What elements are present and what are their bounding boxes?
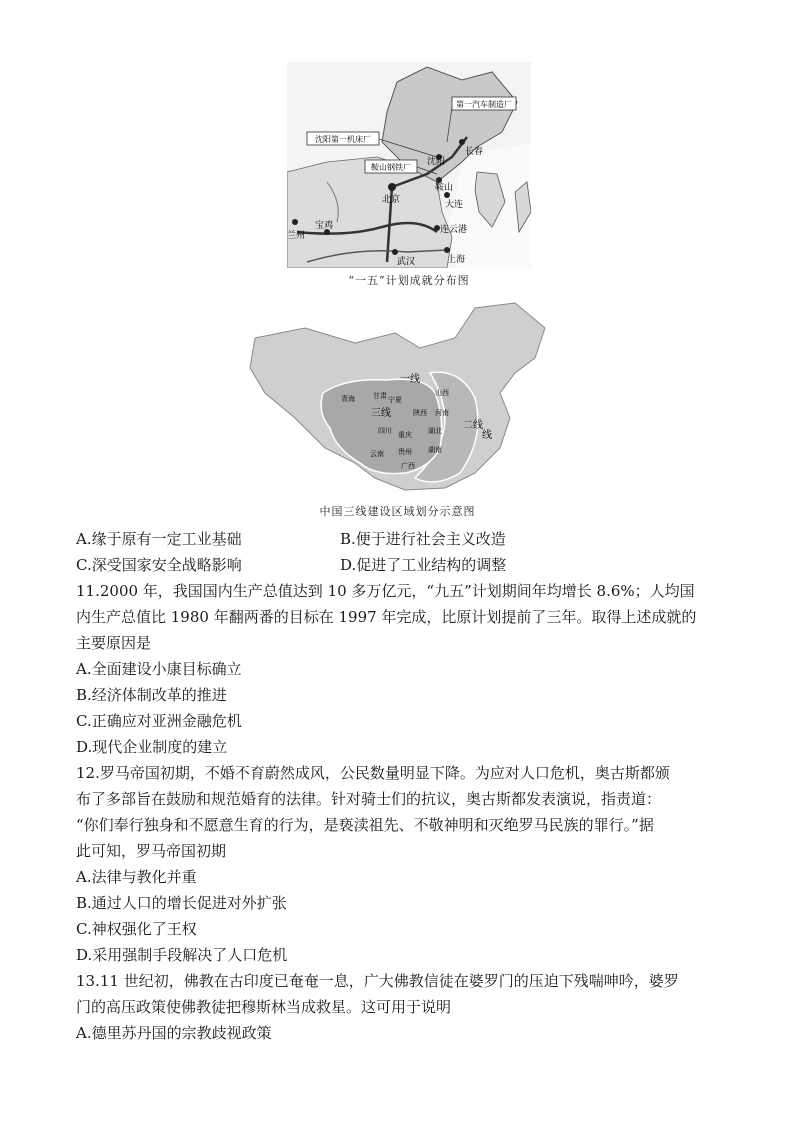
q10-option-d[interactable]: D.促进了工业结构的调整 <box>340 556 507 574</box>
label-qinghai: 青海 <box>341 395 355 403</box>
label-shanghai: 上海 <box>447 255 466 265</box>
label-hunan: 湖南 <box>428 446 442 454</box>
label-dalian: 大连 <box>445 200 464 210</box>
label-third-region-line: 线 <box>482 430 492 441</box>
q12-stem-line4: 此可知，罗马帝国初期 <box>76 842 227 860</box>
q12-option-a[interactable]: A.法律与教化并重 <box>76 868 197 886</box>
label-wuhan: 武汉 <box>397 257 416 267</box>
q13-stem-line1: 13.11 世纪初，佛教在古印度已奄奄一息，广大佛教信徒在婆罗门的压迫下残喘呻吟，婆罗 <box>76 972 679 990</box>
q10-option-c[interactable]: C.深受国家安全战略影响 <box>76 556 242 574</box>
label-shanxi: 山西 <box>435 389 449 397</box>
third-front-map <box>245 298 550 494</box>
label-third-line: 三线 <box>371 408 391 419</box>
label-second-line: 二线 <box>463 420 483 431</box>
label-shenyang-machine: 沈阳第一机床厂 <box>315 135 371 144</box>
q12-option-d[interactable]: D.采用强制手段解决了人口危机 <box>76 946 288 964</box>
q11-stem-line2: 内生产总值比 1980 年翻两番的目标在 1997 年完成，比原计划提前了三年。取得上述成就的 <box>76 608 697 626</box>
q12-option-b[interactable]: B.通过人口的增长促进对外扩张 <box>76 894 287 912</box>
q13-stem-line2: 门的高压政策使佛教徒把穆斯林当成救星。这可用于说明 <box>76 998 452 1016</box>
label-lianyungang: 连云港 <box>440 225 468 235</box>
five-year-plan-map <box>287 62 531 268</box>
label-henan: 河南 <box>435 409 449 417</box>
label-hubei: 湖北 <box>428 427 442 435</box>
q10-option-a[interactable]: A.缘于原有一定工业基础 <box>76 530 242 548</box>
q12-stem-line3: “你们奉行独身和不愿意生育的行为，是亵渎祖先、不敬神明和灭绝罗马民族的罪行。”据 <box>76 816 654 834</box>
label-faw: 第一汽车制造厂 <box>456 100 512 109</box>
label-anshan-city: 鞍山 <box>435 183 454 193</box>
label-shaanxi: 陕西 <box>413 409 427 417</box>
q11-stem-line3: 主要原因是 <box>76 634 152 652</box>
q10-options-row2 <box>76 554 506 575</box>
q10-option-b[interactable]: B.便于进行社会主义改造 <box>340 530 506 548</box>
label-lanzhou: 兰州 <box>287 231 306 241</box>
q11-option-a[interactable]: A.全面建设小康目标确立 <box>76 660 242 678</box>
q12-stem-line1: 12.罗马帝国初期，不婚不育蔚然成风，公民数量明显下降。为应对人口危机，奥古斯都颁 <box>76 764 670 782</box>
q13-option-a[interactable]: A.德里苏丹国的宗教歧视政策 <box>76 1024 272 1042</box>
label-chongqing: 重庆 <box>398 431 412 439</box>
map2-caption: 中国三线建设区域划分示意图 <box>319 505 476 518</box>
q11-stem-line1: 11.2000 年，我国国内生产总值达到 10 多万亿元，“九五”计划期间年均增长 8.6%；人均国 <box>76 582 695 600</box>
q12-option-c[interactable]: C.神权强化了王权 <box>76 920 197 938</box>
q11-option-d[interactable]: D.现代企业制度的建立 <box>76 738 228 756</box>
label-guizhou: 贵州 <box>398 448 412 456</box>
label-beijing: 北京 <box>382 195 401 205</box>
label-anshan-steel: 鞍山钢铁厂 <box>371 163 411 172</box>
label-baoji: 宝鸡 <box>315 221 334 231</box>
label-sichuan: 四川 <box>378 427 392 435</box>
q11-option-b[interactable]: B.经济体制改革的推进 <box>76 686 227 704</box>
q10-options-row1 <box>76 528 506 549</box>
label-changchun: 长春 <box>465 147 484 157</box>
label-yunnan: 云南 <box>370 450 384 458</box>
label-ningxia: 宁夏 <box>388 396 402 404</box>
label-shenyang: 沈阳 <box>427 157 446 167</box>
q12-stem-line2: 布了多部旨在鼓励和规范婚育的法律。针对骑士们的抗议，奥古斯都发表演说，指责道： <box>76 790 662 808</box>
map1-caption: “一五”计划成就分布图 <box>348 274 470 287</box>
label-guangxi: 广西 <box>401 462 415 470</box>
q11-option-c[interactable]: C.正确应对亚洲金融危机 <box>76 712 242 730</box>
label-first-line: 一线 <box>400 374 420 385</box>
label-gansu: 甘肃 <box>373 392 387 400</box>
